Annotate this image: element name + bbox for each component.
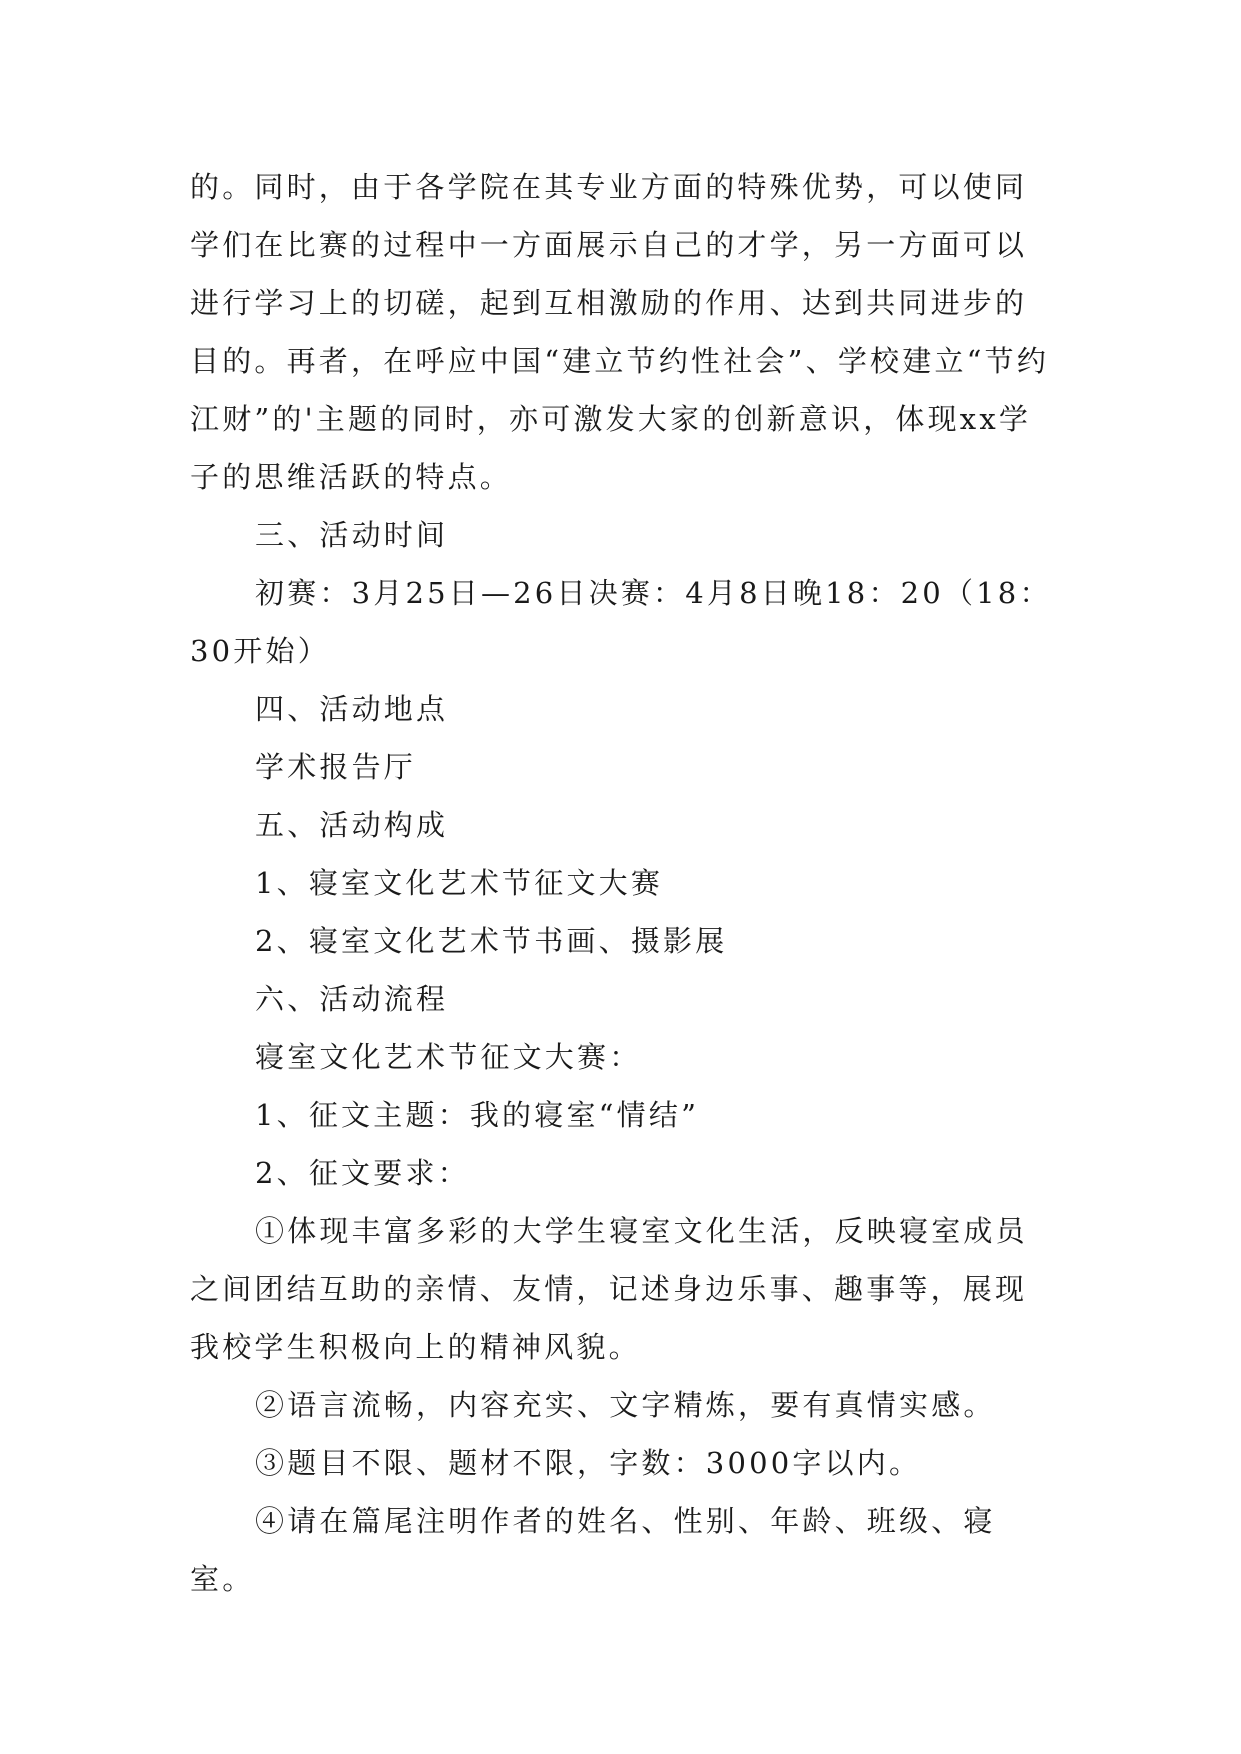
requirement-item-2: ②语言流畅，内容充实、文字精炼，要有真情实感。 bbox=[255, 1388, 996, 1422]
list-item-essay-contest: 1、寝室文化艺术节征文大赛 bbox=[255, 866, 664, 900]
subheading-essay-contest: 寝室文化艺术节征文大赛： bbox=[255, 1040, 642, 1074]
heading-activity-composition: 五、活动构成 bbox=[255, 808, 449, 842]
list-item-essay-requirements: 2、征文要求： bbox=[255, 1156, 470, 1190]
list-item-essay-theme: 1、征文主题：我的寝室“情结” bbox=[255, 1098, 700, 1132]
list-item-art-exhibition: 2、寝室文化艺术节书画、摄影展 bbox=[255, 924, 728, 958]
requirement-item-3: ③题目不限、题材不限，字数：3000字以内。 bbox=[255, 1446, 922, 1480]
requirement-item-1: ①体现丰富多彩的大学生寝室文化生活，反映寝室成员之间团结互助的亲情、友情，记述身边乐事、趣事等，展现我校学生积极向上的精神风貌。 bbox=[190, 1214, 1028, 1364]
paragraph-location: 学术报告厅 bbox=[255, 750, 417, 784]
paragraph-purpose-continued: 的。同时，由于各学院在其专业方面的特殊优势，可以使同学们在比赛的过程中一方面展示自己的才学，另一方面可以进行学习上的切磋，起到互相激励的作用、达到共同进步的目的。再者，在呼应中国“建立节约性社会”、学校建立“节约江财”的'主题的同时，亦可激发大家的创新意识，体现xx学子的思维活跃的特点。 bbox=[190, 170, 1050, 494]
paragraph-schedule: 初赛：3月25日—26日决赛：4月8日晚18：20（18：30开始） bbox=[190, 576, 1052, 668]
heading-activity-location: 四、活动地点 bbox=[255, 692, 449, 726]
requirement-item-4: ④请在篇尾注明作者的姓名、性别、年龄、班级、寝室。 bbox=[190, 1504, 996, 1596]
document-body bbox=[190, 158, 1052, 1608]
heading-activity-time: 三、活动时间 bbox=[255, 518, 449, 552]
heading-activity-process: 六、活动流程 bbox=[255, 982, 449, 1016]
